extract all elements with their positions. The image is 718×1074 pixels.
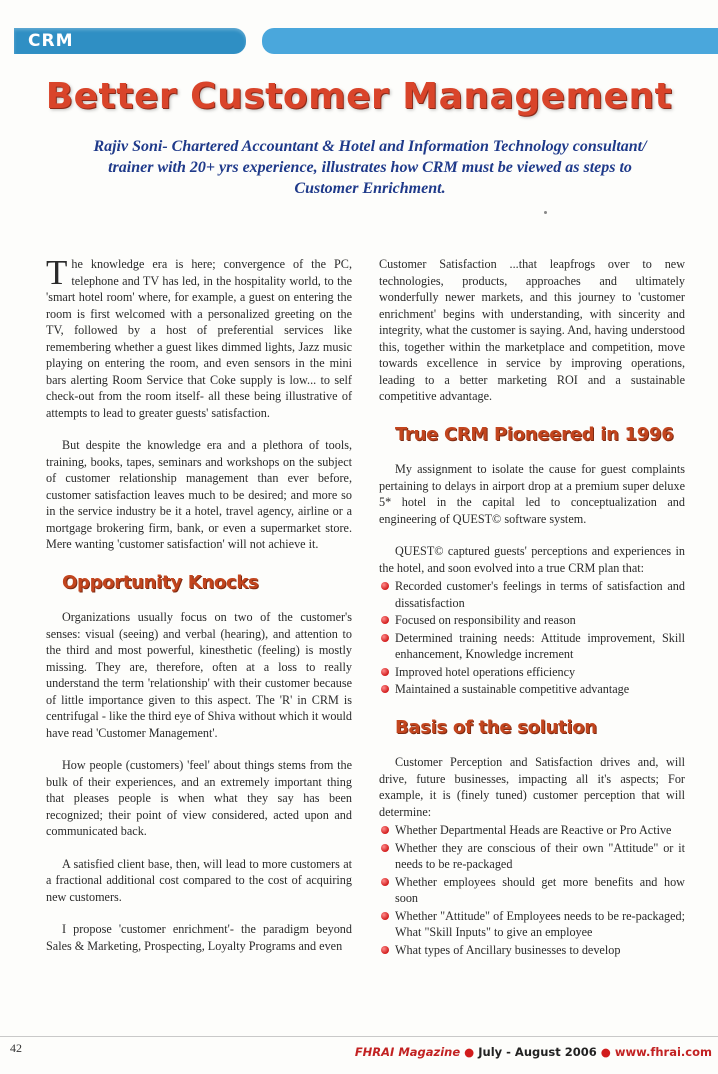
section-heading-basis: Basis of the solution [395,716,597,738]
footer-divider [0,1036,718,1037]
paragraph-text: he knowledge era is here; convergence of the PC, telephone and TV has led, in the hospitality world, to the 'smart hotel room' where, for example, a guest on entering the room is first welcomed with a personalized greeting on the TV, followed by a host of preferential services like remembering whether a guest likes dimmed lights, Jazz music playing on entering the room, and even sensors in the mini bars alerting Room Service that Coke supply is low... to self check-out from the room itself- all these being illustrative of attempts to lead to greater guests' satisfaction. [46,257,352,420]
page-number: 42 [10,1041,22,1055]
paragraph: How people (customers) 'feel' about things stems from the bulk of their experiences, and an extremely important thing that pleases people is when what they say has been recognized; their point of view considered, acted upon and communicated back. [46,758,352,838]
list-item: What types of Ancillary businesses to develop [379,942,685,959]
list-item: Whether "Attitude" of Employees needs to be re-packaged; What "Skill Inputs" to give an employee [379,908,685,941]
website-link[interactable]: www.fhrai.com [614,1045,712,1059]
section-heading-true-crm: True CRM Pioneered in 1996 [395,423,674,445]
footer-credit [355,1045,712,1059]
paragraph: Organizations usually focus on two of the customer's senses: visual (seeing) and verbal (hearing), and attention to the third and most powerful, kinesthetic (feeling) is mostly missing. They are, therefore, often at a loss to really understand the term 'relationship' with their customer because of little importance given to this aspect. The 'R' in CRM is centrifugal - like the third eye of Shiva without which it would have read 'Customer Management'. [46,610,352,740]
magazine-name: FHRAI Magazine [354,1045,461,1059]
paragraph: My assignment to isolate the cause for guest complaints pertaining to delays in airport drop at a premium super deluxe 5* hotel in the capital led to conceptualization and engineering of QUEST© software system. [379,462,685,526]
header-band [262,28,718,54]
list-item: Focused on responsibility and reason [379,612,685,629]
bullet-dot-icon: ● [600,1045,611,1059]
section-tag: CRM [28,31,74,51]
article-title: Better Customer Management [45,76,673,117]
list-item: Maintained a sustainable competitive advantage [379,681,685,698]
bullet-dot-icon: ● [464,1045,475,1059]
section-tab-bar [14,28,246,54]
paragraph: I propose 'customer enrichment'- the paradigm beyond Sales & Marketing, Prospecting, Loyalty Programs and even [46,922,352,953]
list-item: Improved hotel operations efficiency [379,664,685,681]
article-subtitle: Rajiv Soni- Chartered Accountant & Hotel and Information Technology consultant/ trainer with 20+ yrs experience, illustrates how CRM must be viewed as steps to Customer Enrichment. [93,138,647,197]
list-item: Whether Departmental Heads are Reactive or Pro Active [379,822,685,839]
list-item: Whether employees should get more benefits and how soon [379,874,685,907]
paragraph: But despite the knowledge era and a plethora of tools, training, books, tapes, seminars and workshops on the subject of customer relationship management than ever before, customer satisfaction leaves much to be desired; and more so in the service industry be it a hotel, travel agency, airline or a mortgage brokering firm, bank, or even a supermarket store. Mere wanting 'customer satisfaction' will not achieve it. [46,438,352,551]
right-column [379,256,685,974]
bullet-list-quest [379,578,685,698]
list-item: Determined training needs: Attitude improvement, Skill enhancement, Knowledge increment [379,630,685,663]
left-column [46,253,352,970]
paragraph: QUEST© captured guests' perceptions and experiences in the hotel, and soon evolved into a true CRM plan that: [379,544,685,575]
issue-date: July - August 2006 [478,1045,597,1059]
paragraph: Customer Satisfaction ...that leapfrogs over to new technologies, products, approaches and ultimately wonderfully newer markets, and this journey to 'customer enrichment' begins with understanding, with sincerity and integrity, what the customer is saying. And, having understood this, together within the marketplace and competition, move towards excellence in service by improving operations, leading to a better marketing ROI and a sustainable competitive advantage. [379,257,685,403]
section-heading-opportunity: Opportunity Knocks [62,571,259,593]
print-speck [544,211,547,214]
bullet-list-determine [379,822,685,958]
paragraph: A satisfied client base, then, will lead to more customers at a fractional additional cost compared to the cost of acquiring new customers. [46,856,352,904]
list-item: Whether they are conscious of their own "Attitude" or it needs to be re-packaged [379,840,685,873]
drop-cap: T [46,253,68,292]
paragraph [46,253,352,421]
paragraph: Customer Perception and Satisfaction drives and, will drive, future businesses, impacting all it's aspects; For example, it is (finely tuned) customer perception that will determine: [379,755,685,819]
list-item: Recorded customer's feelings in terms of satisfaction and dissatisfaction [379,578,685,611]
